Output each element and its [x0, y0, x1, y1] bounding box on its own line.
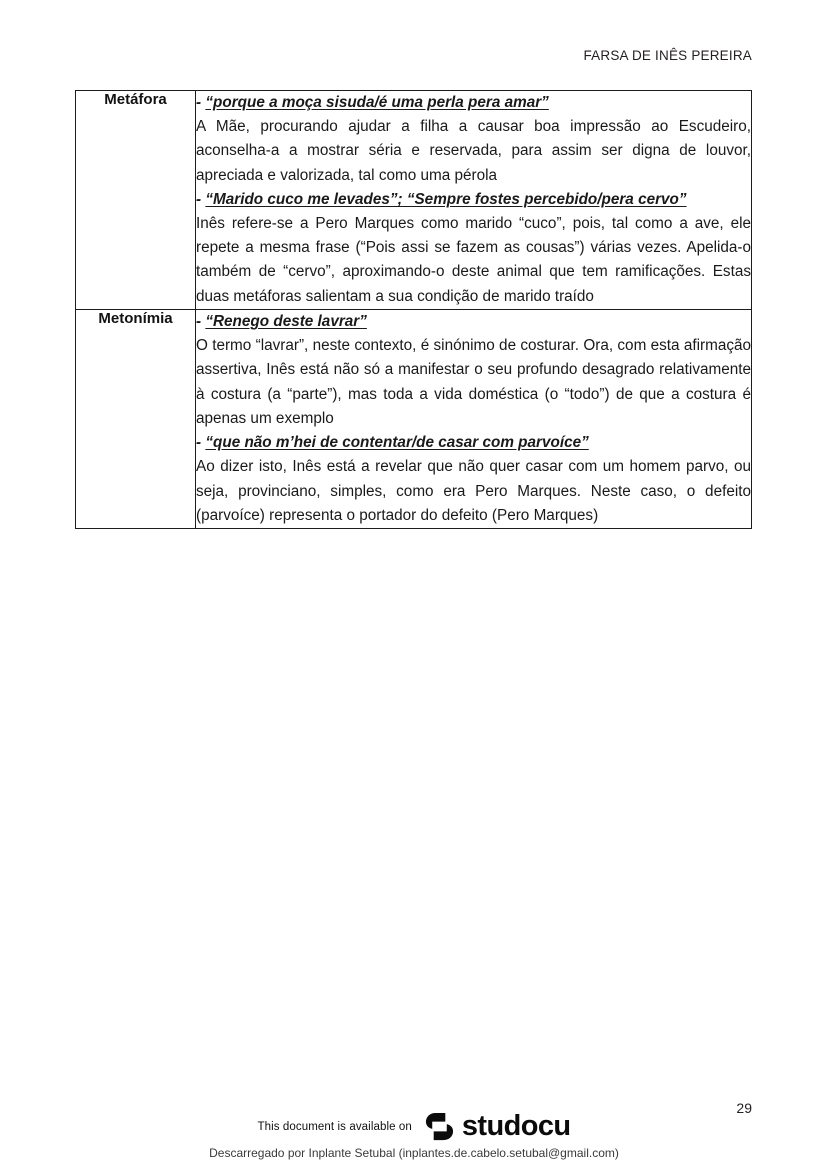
studocu-brand	[424, 1111, 571, 1142]
term-label-metonimia: Metonímia	[76, 310, 196, 529]
studocu-logo-icon	[424, 1111, 455, 1142]
example-block	[196, 310, 751, 431]
quote-explanation: A Mãe, procurando ajudar a filha a causar boa impressão ao Escudeiro, aconselha-a a mostrar séria e reservada, para assim ser digna de louvor, apreciada e valorizada, tal como uma pérola	[196, 118, 751, 184]
quote-bullet: -	[196, 190, 206, 208]
quote-text: “que não m’hei de contentar/de casar com parvoíce”	[205, 434, 589, 452]
term-description-metafora	[196, 91, 752, 310]
quote-explanation: Inês refere-se a Pero Marques como marido “cuco”, pois, tal como a ave, ele repete a mesma frase (“Pois assi se fazem as cousas”) várias vezes. Apelida-o também de “cervo”, aproximando-o deste animal que tem ramificações. Estas duas metáforas salientam a sua condição de marido traído	[196, 214, 751, 305]
example-block	[196, 431, 751, 528]
quote-bullet: -	[196, 94, 206, 111]
term-label-metafora: Metáfora	[76, 91, 196, 310]
quote-bullet: -	[196, 313, 206, 331]
quote-text: “Marido cuco me levades”; “Sempre fostes percebido/pera cervo”	[205, 190, 687, 208]
studocu-watermark	[0, 1111, 828, 1142]
studocu-wordmark: studocu	[461, 1110, 571, 1142]
table-row	[76, 310, 752, 529]
quote-text: “Renego deste lavrar”	[205, 313, 367, 331]
table-row	[76, 91, 752, 310]
quote-text: “porque a moça sisuda/é uma perla pera amar”	[205, 94, 549, 111]
example-block	[196, 91, 751, 188]
page-number: 29	[736, 1100, 752, 1116]
quote-line	[196, 310, 751, 334]
quote-explanation: O termo “lavrar”, neste contexto, é sinónimo de costurar. Ora, com esta afirmação assertiva, Inês está não só a manifestar o seu profundo desagrado relativamente à costura (a “parte”), mas toda a vida doméstica (o “todo”) de que a costura é apenas um exemplo	[196, 337, 751, 427]
page-running-header: FARSA DE INÊS PEREIRA	[583, 48, 752, 63]
figures-of-speech-table	[75, 90, 752, 529]
watermark-caption: This document is available on	[257, 1120, 412, 1133]
quote-line	[196, 431, 751, 455]
quote-line	[196, 188, 751, 212]
quote-line	[196, 91, 751, 115]
term-description-metonimia	[196, 310, 752, 529]
download-attribution: Descarregado por Inplante Setubal (inplantes.de.cabelo.setubal@gmail.com)	[209, 1146, 619, 1160]
quote-bullet: -	[196, 434, 206, 452]
example-block	[196, 188, 751, 309]
quote-explanation: Ao dizer isto, Inês está a revelar que não quer casar com um homem parvo, ou seja, provinciano, simples, como era Pero Marques. Neste caso, o defeito (parvoíce) representa o portador do defeito (Pero Marques)	[196, 458, 751, 524]
